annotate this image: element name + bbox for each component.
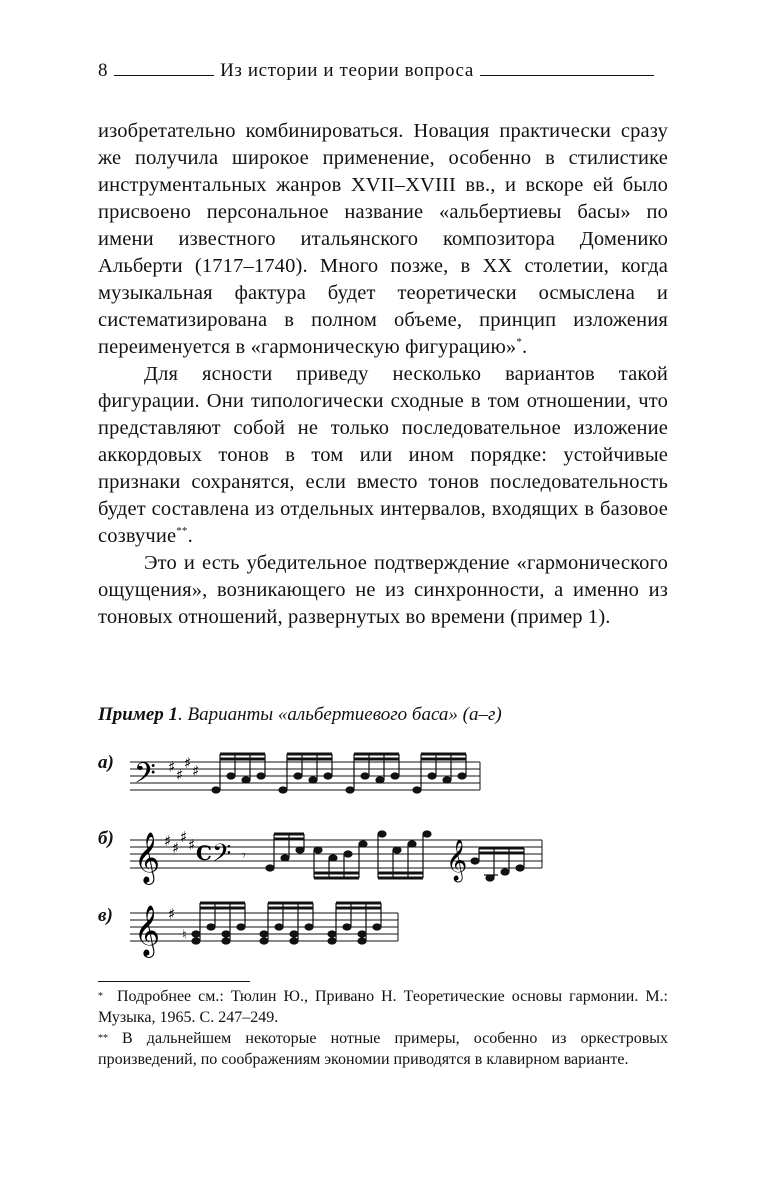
sharp-icon: ♯: [188, 836, 196, 854]
paragraph-3: Это и есть убедительное подтверждение «гармонического ощущения», возникающего не из синхронности, а именно из тоновых отношений, развернутых во времени (пример 1).: [98, 552, 668, 628]
footnote-ref-1: *: [516, 336, 522, 349]
example-label-a: а): [98, 752, 114, 773]
treble-clef-icon: 𝄞: [134, 905, 161, 956]
footnote-2: ** В дальнейшем некоторые нотные примеры, особенно из оркестровых произведений, по соображениям экономии приводятся в клавирном варианте.: [98, 1030, 668, 1068]
note-group-a: [212, 754, 466, 793]
sharp-icon: ♯: [172, 839, 180, 857]
paragraph-1: изобретательно комбинироваться. Новация практически сразу же получила широкое применение, особенно в стилистике инструментальных жанров XVII–XVIII вв., и вскоре ей было присвоено персональное название «альбертиевы басы» по имени известного итальянского композитора Доменико Альберти (1717–1740). Много позже, в XX столетии, когда музыкальная фактура будет теоретически осмыслена и систематизирована в полном объеме, принцип изложения переименуется в «гармоническую фигурацию»*.: [98, 120, 668, 358]
example-caption: Пример 1. Варианты «альбертиевого баса» (а–г): [98, 704, 502, 725]
sharp-icon: ♯: [168, 905, 176, 923]
example-label-b: б): [98, 828, 114, 849]
sharp-icon: ♯: [180, 828, 188, 846]
footnote-ref-2: **: [176, 525, 188, 538]
note-group-b2: [471, 848, 524, 881]
running-title: Из истории и теории вопроса: [220, 60, 474, 81]
rest-icon: 𝄾: [242, 848, 246, 864]
footnote-divider: [98, 981, 250, 982]
header-rule-left: [114, 74, 214, 76]
running-header: [98, 60, 660, 82]
staff-b: [130, 820, 550, 890]
footnote-1: * Подробнее см.: Тюлин Ю., Привано Н. Теоретические основы гармонии. М.: Музыка, 1965. С. 247–249.: [98, 988, 668, 1026]
paragraph-2: Для ясности приведу несколько вариантов такой фигурации. Они типологически сходные в том отношении, что представляют собой не только последовательное изложение аккордовых тонов в том или ином порядке: устойчивые признаки сохранятся, если вместо тонов последовательность будет составлена из отдельных интервалов, входящих в базовое созвучие**.: [98, 363, 668, 547]
sharp-icon: ♯: [176, 766, 184, 784]
sharp-icon: ♯: [164, 832, 172, 850]
main-text: [98, 118, 668, 631]
sharp-icon: ♯: [168, 758, 176, 776]
bass-clef-icon: 𝄢: [134, 757, 156, 797]
note-group-c: [192, 903, 381, 944]
example-label-c: в): [98, 905, 113, 926]
footnotes: [98, 986, 668, 1070]
page-number: 8: [98, 60, 109, 81]
treble-clef-icon: 𝄞: [446, 840, 468, 881]
treble-clef-icon: 𝄞: [134, 832, 161, 883]
sharp-icon: ♯: [184, 754, 192, 772]
header-rule-right: [480, 74, 654, 76]
common-time-icon: C: [196, 841, 212, 865]
staff-c: [130, 895, 410, 955]
sharp-icon: ♯: [192, 762, 200, 780]
bass-clef-icon: 𝄢: [212, 839, 232, 874]
staff-a: [130, 752, 490, 802]
natural-icon: ♮: [182, 928, 187, 943]
